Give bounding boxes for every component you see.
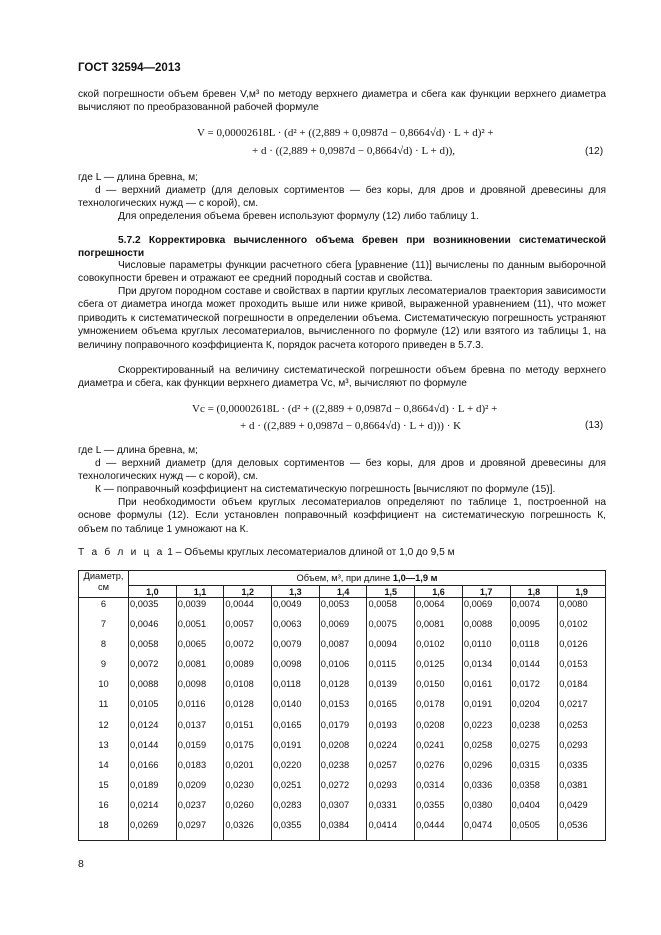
formula-12-number: (12) [585, 146, 604, 157]
volume-cell: 0,0088 [129, 679, 177, 699]
volume-cell: 0,0238 [510, 720, 558, 740]
volume-cell: 0,0241 [415, 740, 463, 760]
volume-cell: 0,0128 [319, 679, 367, 699]
volume-cell: 0,0505 [510, 820, 558, 841]
table-row [79, 740, 606, 760]
formula-13-line-2: + d · ((2,889 + 0,0987d − 0,8664√d) · L + d))) · K [240, 420, 462, 432]
volume-cell: 0,0063 [272, 619, 320, 639]
diameter-cell: 18 [79, 820, 129, 841]
volume-cell: 0,0159 [176, 740, 224, 760]
header-length-7: 1,7 [462, 586, 510, 598]
volume-cell: 0,0039 [176, 598, 224, 620]
volume-cell: 0,0165 [272, 720, 320, 740]
volume-cell: 0,0153 [558, 659, 606, 679]
paragraph-usage: Для определения объема бревен используют формулу (12) либо таблицу 1. [118, 211, 479, 222]
volume-cell: 0,0355 [415, 800, 463, 820]
volume-cell: 0,0098 [176, 679, 224, 699]
where-diameter-2: d — верхний диаметр (для деловых сортиментов — без коры, для дров и дровяной древесины для технологических нужд — с корой), см. [78, 458, 606, 483]
volume-cell: 0,0072 [129, 659, 177, 679]
page-number: 8 [78, 858, 84, 870]
paragraph-systematic-error: При другом породном составе и свойствах в партии круглых лесоматериалов траектория зависимости сбега от диаметра иногда может проходить выше или ниже кривой, выраженной уравнением (11), что может приводить к систематической погрешности в определении объема. Систематическую погрешность устраняют умножением объема круглых лесоматериалов, вычисленного по формуле (12) или взятого из таблицы 1, на величину поправочного коэффициента К, порядок расчета которого приведен в 5.7.3. [78, 286, 606, 351]
volume-cell: 0,0153 [319, 699, 367, 719]
volume-cell: 0,0414 [367, 820, 415, 841]
diameter-cell: 8 [79, 639, 129, 659]
diameter-cell: 16 [79, 800, 129, 820]
where-length-2: где L — длина бревна, м; [78, 445, 198, 456]
table-row [79, 619, 606, 639]
volume-cell: 0,0140 [272, 699, 320, 719]
volume-cell: 0,0336 [462, 780, 510, 800]
header-volume-text: Объем, м³, при длине [296, 573, 393, 583]
volume-cell: 0,0230 [224, 780, 272, 800]
volume-cell: 0,0094 [367, 639, 415, 659]
volume-cell: 0,0095 [510, 619, 558, 639]
volume-cell: 0,0118 [510, 639, 558, 659]
volume-cell: 0,0057 [224, 619, 272, 639]
volume-cell: 0,0358 [510, 780, 558, 800]
volume-cell: 0,0064 [415, 598, 463, 620]
volume-cell: 0,0087 [319, 639, 367, 659]
volume-cell: 0,0058 [129, 639, 177, 659]
table-row [79, 598, 606, 620]
volume-cell: 0,0080 [558, 598, 606, 620]
table-row [79, 679, 606, 699]
volume-cell: 0,0384 [319, 820, 367, 841]
volume-cell: 0,0381 [558, 780, 606, 800]
volume-cell: 0,0238 [319, 760, 367, 780]
volume-cell: 0,0297 [176, 820, 224, 841]
paragraph-parameters: Числовые параметры функции расчетного сбега [уравнение (11)] вычислены по данным выборочной совокупности бревен и отражают ее средний породный состав и свойства. [78, 260, 606, 285]
volume-cell: 0,0106 [319, 659, 367, 679]
volume-cell: 0,0102 [415, 639, 463, 659]
volume-cell: 0,0139 [367, 679, 415, 699]
volume-cell: 0,0474 [462, 820, 510, 841]
volume-cell: 0,0058 [367, 598, 415, 620]
volume-cell: 0,0258 [462, 740, 510, 760]
volume-cell: 0,0053 [319, 598, 367, 620]
diameter-cell: 11 [79, 699, 129, 719]
section-title-5-7-2: 5.7.2 Корректировка вычисленного объема бревен при возникновении систематической погрешности [78, 235, 606, 260]
volume-cell: 0,0046 [129, 619, 177, 639]
volume-cell: 0,0314 [415, 780, 463, 800]
volume-cell: 0,0380 [462, 800, 510, 820]
volume-cell: 0,0137 [176, 720, 224, 740]
volume-cell: 0,0260 [224, 800, 272, 820]
table-row [79, 820, 606, 841]
volume-cell: 0,0161 [462, 679, 510, 699]
formula-13-line-1: Vc = (0,00002618L · (d² + ((2,889 + 0,0987d − 0,8664√d) · L + d)² + [192, 403, 498, 415]
volume-cell: 0,0116 [176, 699, 224, 719]
volume-cell: 0,0125 [415, 659, 463, 679]
volume-cell: 0,0044 [224, 598, 272, 620]
volume-cell: 0,0126 [558, 639, 606, 659]
where-length: где L — длина бревна, м; [78, 172, 198, 183]
volume-cell: 0,0296 [462, 760, 510, 780]
paragraph-corrected-volume: Скорректированный на величину систематической погрешности объем бревна по методу верхнего диаметра и сбега, как функции верхнего диаметра Vc, м³, вычисляют по формуле [78, 365, 606, 390]
volume-cell: 0,0183 [176, 760, 224, 780]
header-diameter: Диаметр, см [79, 571, 129, 598]
formula-12-line-2: + d · ((2,889 + 0,0987d − 0,8664√d) · L + d)), [252, 145, 456, 157]
volume-cell: 0,0191 [272, 740, 320, 760]
volume-cell: 0,0257 [367, 760, 415, 780]
volume-cell: 0,0293 [367, 780, 415, 800]
diameter-cell: 15 [79, 780, 129, 800]
volume-cell: 0,0089 [224, 659, 272, 679]
header-length-8: 1,8 [510, 586, 558, 598]
volume-cell: 0,0201 [224, 760, 272, 780]
diameter-cell: 10 [79, 679, 129, 699]
table-caption-text: 1 – Объемы круглых лесоматериалов длиной от 1,0 до 9,5 м [164, 547, 455, 558]
volume-cell: 0,0081 [176, 659, 224, 679]
volume-cell: 0,0275 [510, 740, 558, 760]
volume-cell: 0,0283 [272, 800, 320, 820]
volume-cell: 0,0223 [462, 720, 510, 740]
volume-cell: 0,0051 [176, 619, 224, 639]
formula-12-line-1: V = 0,00002618L · (d² + ((2,889 + 0,0987d − 0,8664√d) · L + d)² + [197, 127, 494, 139]
volume-cell: 0,0150 [415, 679, 463, 699]
header-length-range: 1,0—1,9 м [392, 573, 438, 583]
volume-cell: 0,0536 [558, 820, 606, 841]
header-length-5: 1,5 [367, 586, 415, 598]
header-length-2: 1,2 [224, 586, 272, 598]
volume-cell: 0,0166 [129, 760, 177, 780]
volume-cell: 0,0204 [510, 699, 558, 719]
volume-cell: 0,0165 [367, 699, 415, 719]
paragraph-table-usage: При необходимости объем круглых лесоматериалов определяют по таблице 1, построенной на основе формулы (12). Если установлен поправочный коэффициент на систематическую погрешность К, объем по таблице 1 умножают на К. [78, 497, 606, 535]
volume-cell: 0,0293 [558, 740, 606, 760]
volume-cell: 0,0049 [272, 598, 320, 620]
volume-table [78, 570, 606, 841]
header-length-1: 1,1 [176, 586, 224, 598]
volume-cell: 0,0276 [415, 760, 463, 780]
volume-cell: 0,0217 [558, 699, 606, 719]
header-volume-group [129, 571, 606, 586]
volume-cell: 0,0224 [367, 740, 415, 760]
volume-cell: 0,0074 [510, 598, 558, 620]
table-row [79, 720, 606, 740]
volume-cell: 0,0253 [558, 720, 606, 740]
volume-cell: 0,0208 [415, 720, 463, 740]
header-length-6: 1,6 [415, 586, 463, 598]
volume-cell: 0,0251 [272, 780, 320, 800]
volume-cell: 0,0118 [272, 679, 320, 699]
table-row [79, 699, 606, 719]
volume-cell: 0,0184 [558, 679, 606, 699]
volume-cell: 0,0075 [367, 619, 415, 639]
volume-cell: 0,0172 [510, 679, 558, 699]
diameter-cell: 12 [79, 720, 129, 740]
volume-cell: 0,0098 [272, 659, 320, 679]
volume-cell: 0,0069 [462, 598, 510, 620]
volume-cell: 0,0189 [129, 780, 177, 800]
where-coefficient: К — поправочный коэффициент на систематическую погрешность [вычисляют по формуле (15)]. [95, 484, 556, 495]
table-row [79, 800, 606, 820]
volume-cell: 0,0065 [176, 639, 224, 659]
volume-cell: 0,0035 [129, 598, 177, 620]
volume-cell: 0,0088 [462, 619, 510, 639]
diameter-cell: 9 [79, 659, 129, 679]
volume-cell: 0,0269 [129, 820, 177, 841]
paragraph-intro: ской погрешности объем бревен V,м³ по методу верхнего диаметра и сбега как функции верхнего диаметра вычисляют по преобразованной рабочей формуле [78, 89, 606, 114]
volume-cell: 0,0144 [129, 740, 177, 760]
volume-cell: 0,0134 [462, 659, 510, 679]
table-row [79, 639, 606, 659]
volume-cell: 0,0108 [224, 679, 272, 699]
volume-cell: 0,0209 [176, 780, 224, 800]
volume-cell: 0,0272 [319, 780, 367, 800]
formula-13-number: (13) [585, 420, 604, 431]
volume-cell: 0,0429 [558, 800, 606, 820]
diameter-cell: 6 [79, 598, 129, 620]
volume-cell: 0,0444 [415, 820, 463, 841]
volume-cell: 0,0124 [129, 720, 177, 740]
diameter-cell: 14 [79, 760, 129, 780]
volume-cell: 0,0193 [367, 720, 415, 740]
volume-cell: 0,0175 [224, 740, 272, 760]
table-row [79, 780, 606, 800]
where-diameter: d — верхний диаметр (для деловых сортиментов — без коры, для дров и дровяной древесины для технологических нужд — с корой), см. [78, 185, 606, 210]
header-length-4: 1,4 [319, 586, 367, 598]
table-caption [78, 547, 455, 558]
volume-cell: 0,0335 [558, 760, 606, 780]
volume-cell: 0,0214 [129, 800, 177, 820]
volume-cell: 0,0151 [224, 720, 272, 740]
volume-cell: 0,0404 [510, 800, 558, 820]
volume-cell: 0,0081 [415, 619, 463, 639]
volume-cell: 0,0178 [415, 699, 463, 719]
volume-cell: 0,0237 [176, 800, 224, 820]
volume-cell: 0,0115 [367, 659, 415, 679]
volume-cell: 0,0072 [224, 639, 272, 659]
volume-cell: 0,0191 [462, 699, 510, 719]
table-row [79, 760, 606, 780]
volume-cell: 0,0105 [129, 699, 177, 719]
volume-cell: 0,0355 [272, 820, 320, 841]
standard-header: ГОСТ 32594—2013 [78, 62, 181, 74]
table-row [79, 659, 606, 679]
volume-cell: 0,0144 [510, 659, 558, 679]
volume-cell: 0,0315 [510, 760, 558, 780]
volume-cell: 0,0128 [224, 699, 272, 719]
header-length-0: 1,0 [129, 586, 177, 598]
volume-cell: 0,0307 [319, 800, 367, 820]
diameter-cell: 13 [79, 740, 129, 760]
diameter-cell: 7 [79, 619, 129, 639]
header-length-9: 1,9 [558, 586, 606, 598]
volume-cell: 0,0102 [558, 619, 606, 639]
volume-cell: 0,0069 [319, 619, 367, 639]
volume-cell: 0,0326 [224, 820, 272, 841]
volume-cell: 0,0331 [367, 800, 415, 820]
volume-cell: 0,0220 [272, 760, 320, 780]
volume-cell: 0,0208 [319, 740, 367, 760]
volume-cell: 0,0110 [462, 639, 510, 659]
header-length-3: 1,3 [272, 586, 320, 598]
volume-cell: 0,0179 [319, 720, 367, 740]
volume-cell: 0,0079 [272, 639, 320, 659]
table-caption-prefix: Т а б л и ц а [78, 547, 165, 558]
